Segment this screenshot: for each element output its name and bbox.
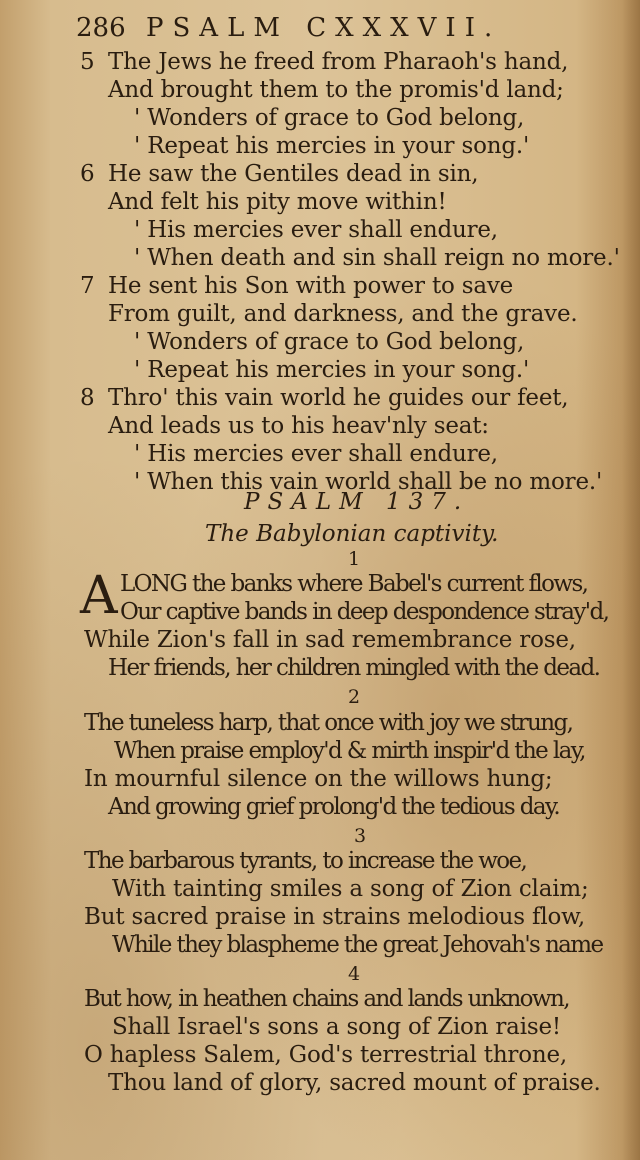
verse-line: And brought them to the promis'd land; — [108, 77, 564, 103]
verse-line: From guilt, and darkness, and the grave. — [108, 301, 578, 327]
verse-line: The Jews he freed from Pharaoh's hand, — [108, 49, 569, 75]
verse-line: And leads us to his heav'nly seat: — [108, 413, 489, 439]
psalm-title: PSALM 137. — [244, 489, 470, 515]
verse-number: 5 — [80, 49, 95, 75]
stanza-line: Thou land of glory, sacred mount of praise. — [108, 1070, 601, 1096]
chorus-line: ' His mercies ever shall endure, — [134, 217, 498, 243]
stanza-line: While they blaspheme the great Jehovah's name — [112, 932, 603, 958]
running-head-title: PSALM CXXXVII. — [146, 13, 502, 43]
verse-line: And felt his pity move within! — [108, 189, 447, 215]
stanza-line: Shall Israel's sons a song of Zion raise! — [112, 1014, 561, 1040]
chorus-line: ' Wonders of grace to God belong, — [134, 105, 525, 131]
psalm-subtitle: The Babylonian captivity. — [205, 521, 499, 547]
chorus-line: ' When death and sin shall reign no more.' — [134, 245, 620, 271]
stanza-line: But how, in heathen chains and lands unknown, — [84, 986, 569, 1012]
page-number: 286 — [76, 13, 126, 43]
stanza-line: While Zion's fall in sad remembrance rose, — [84, 627, 576, 653]
verse-number: 8 — [80, 385, 95, 411]
stanza-number: 3 — [354, 825, 367, 847]
stanza-line: In mournful silence on the willows hung; — [84, 766, 553, 792]
stanza-line: With tainting smiles a song of Zion claim; — [112, 876, 589, 902]
stanza-line: When praise employ'd & mirth inspir'd the lay, — [114, 738, 585, 764]
stanza-line: The tuneless harp, that once with joy we strung, — [84, 710, 573, 736]
stanza-line: LONG the banks where Babel's current flows, — [120, 571, 588, 597]
verse-line: He sent his Son with power to save — [108, 273, 514, 299]
stanza-number: 2 — [348, 686, 361, 708]
stanza-line: Her friends, her children mingled with the dead. — [108, 655, 600, 681]
verse-number: 7 — [80, 273, 95, 299]
stanza-line: And growing grief prolong'd the tedious day. — [108, 794, 560, 820]
stanza-line: O hapless Salem, God's terrestrial throne, — [84, 1042, 568, 1068]
stanza-number: 4 — [348, 963, 361, 985]
chorus-line: ' When this vain world shall be no more.' — [134, 469, 603, 495]
verse-number: 6 — [80, 161, 95, 187]
verse-line: He saw the Gentiles dead in sin, — [108, 161, 479, 187]
stanza-line: The barbarous tyrants, to increase the woe, — [84, 848, 527, 874]
chorus-line: ' His mercies ever shall endure, — [134, 441, 498, 467]
stanza-line: But sacred praise in strains melodious flow, — [84, 904, 585, 930]
chorus-line: ' Repeat his mercies in your song.' — [134, 133, 530, 159]
chorus-line: ' Wonders of grace to God belong, — [134, 329, 525, 355]
verse-line: Thro' this vain world he guides our feet, — [108, 385, 569, 411]
stanza-line: Our captive bands in deep despondence stray'd, — [120, 599, 609, 625]
page-edge-shadow — [622, 0, 640, 1160]
stanza-number: 1 — [348, 548, 361, 570]
chorus-line: ' Repeat his mercies in your song.' — [134, 357, 530, 383]
drop-cap: A — [80, 566, 118, 626]
